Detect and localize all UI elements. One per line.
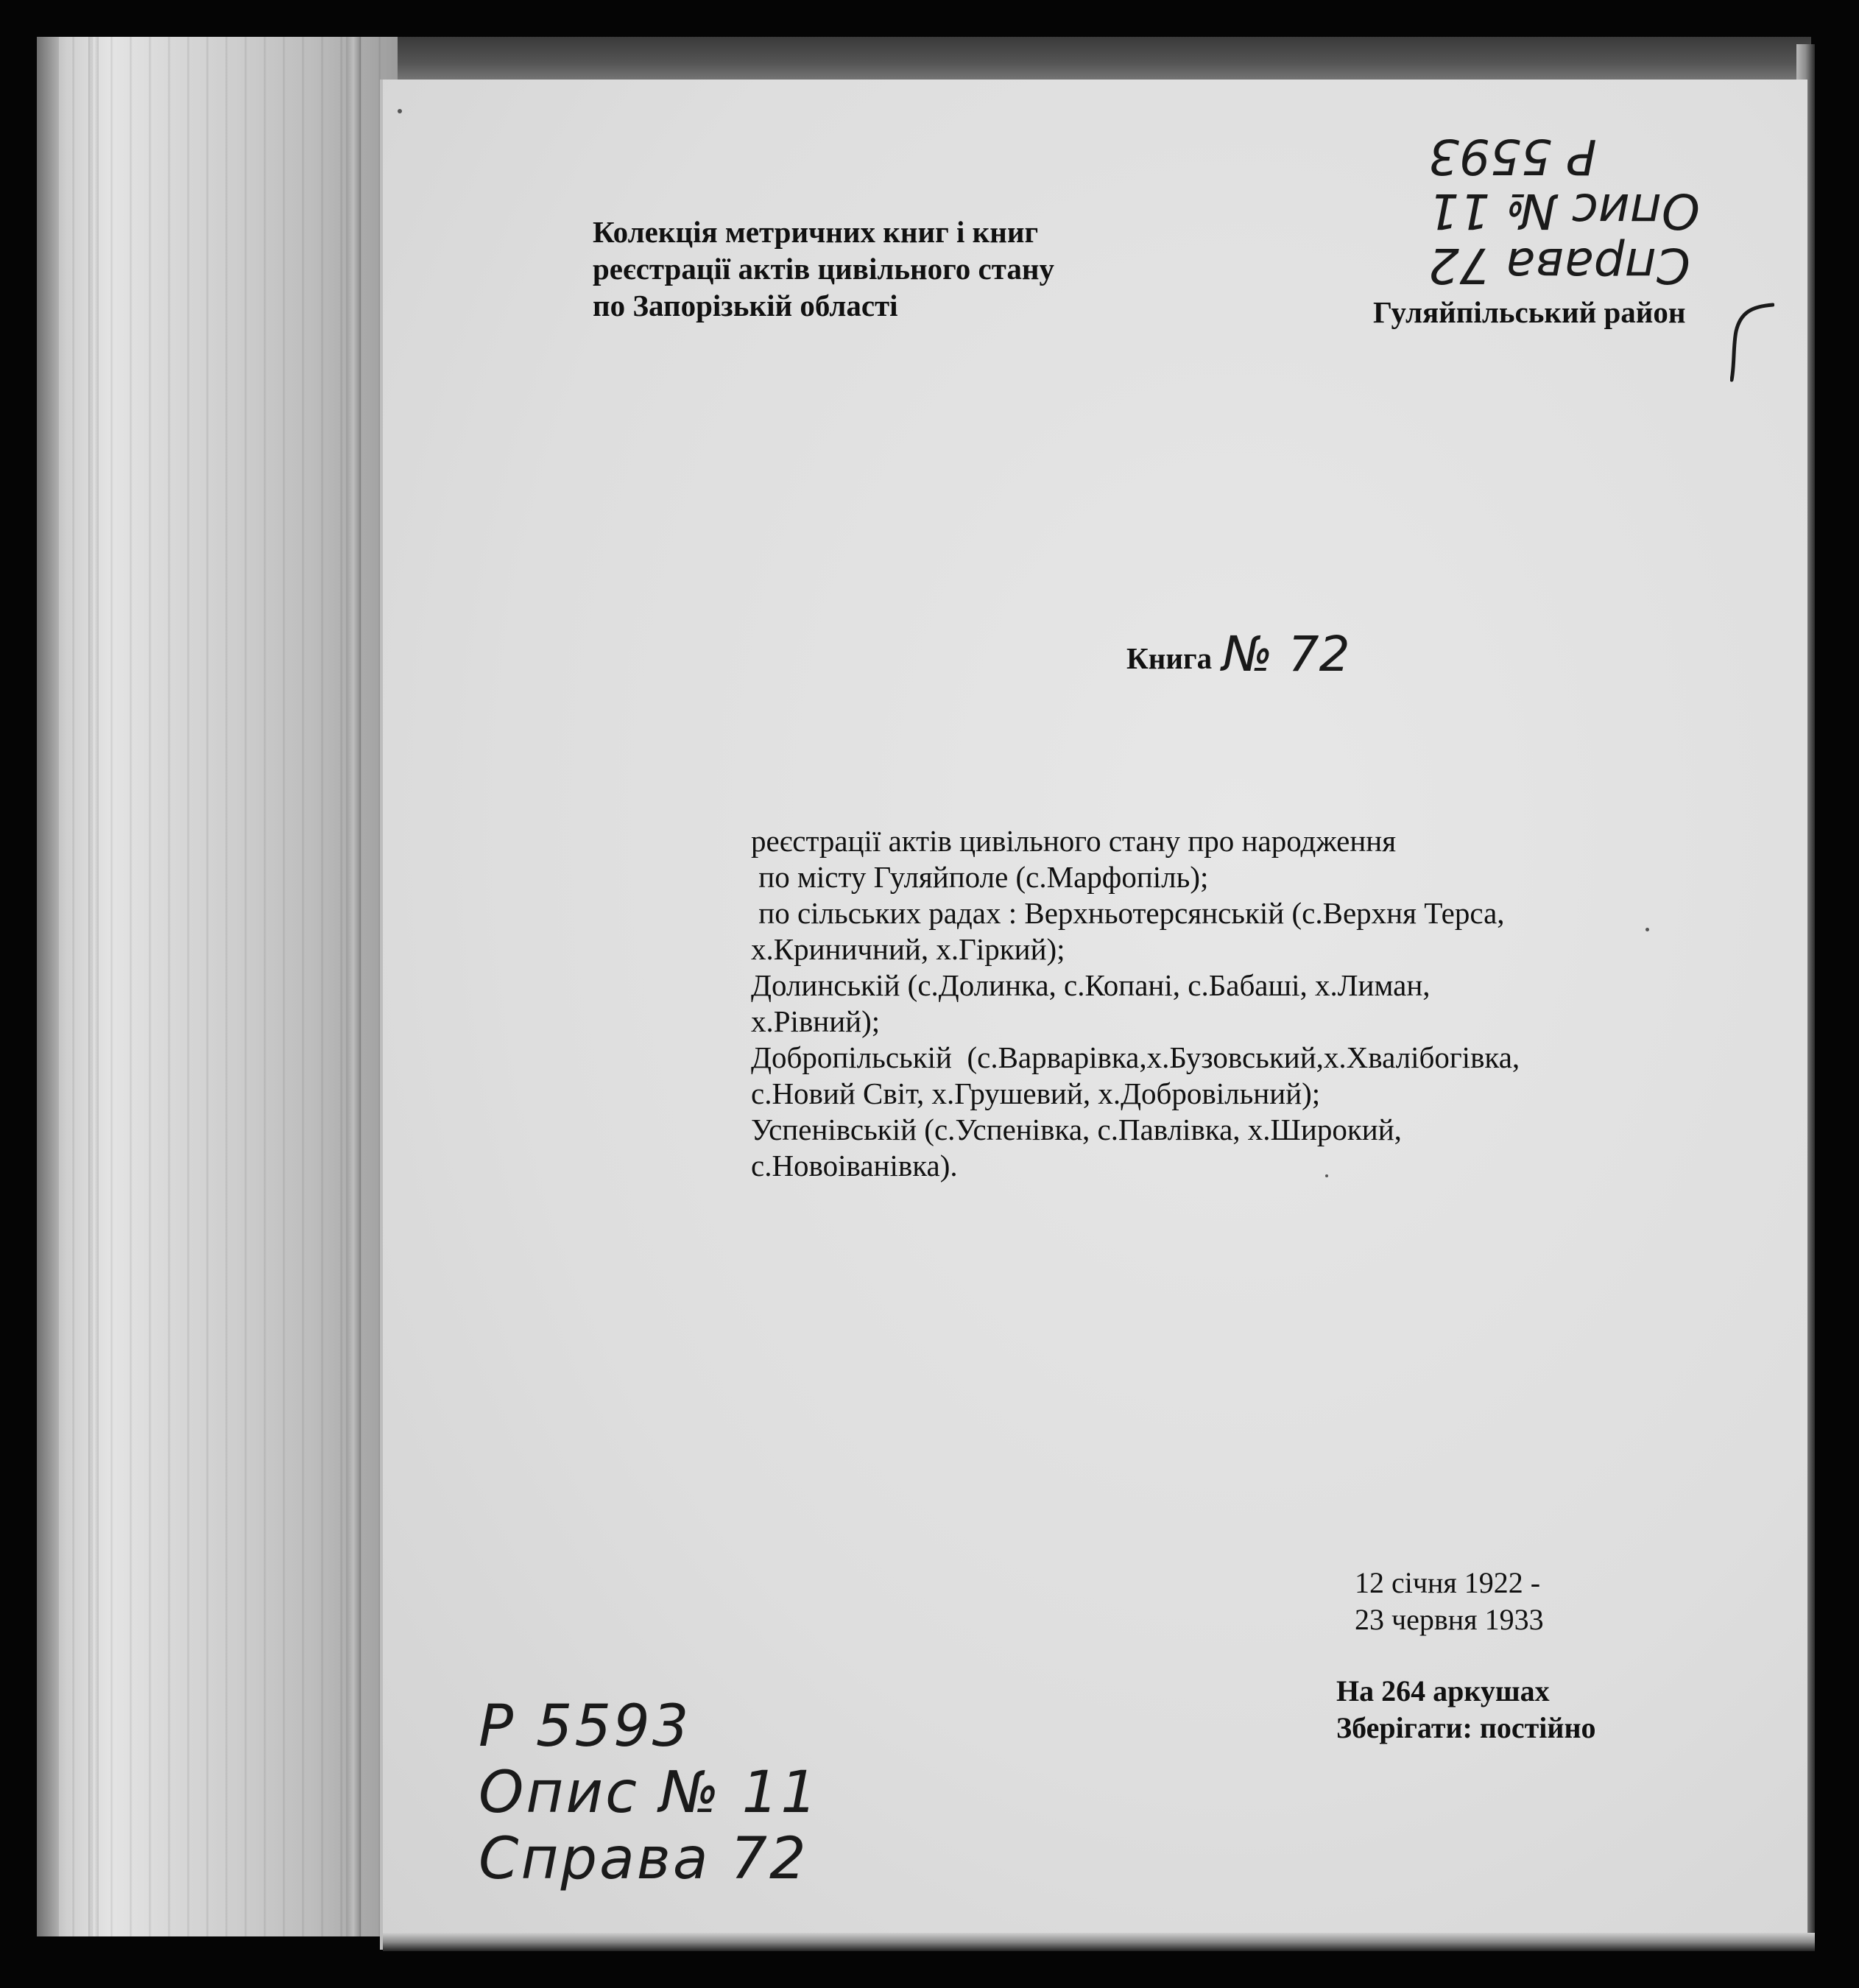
date-range (1355, 1565, 1544, 1638)
handwritten-archive-reference (479, 1693, 819, 1892)
collection-line: Колекція метричних книг і книг (593, 215, 1039, 249)
paper-speck (1645, 928, 1649, 931)
description-line: х.Криничний, х.Гіркий); (751, 932, 1065, 966)
handwritten-file: Справа 72 (479, 1826, 808, 1892)
date-start: 12 січня 1922 - (1355, 1566, 1541, 1599)
description-line: Добропільській (с.Варварівка,х.Бузовський,х.Хвалібогівка, (751, 1040, 1520, 1074)
retention-period: Зберігати: постійно (1336, 1711, 1596, 1744)
description-line: реєстрації актів цивільного стану про народження (751, 824, 1397, 858)
collection-line: по Запорізькій області (593, 289, 898, 322)
binding-edge (37, 37, 59, 1936)
book-number-handwritten: № 72 (1222, 626, 1350, 683)
description-line: по місту Гуляйполе (с.Марфопіль); (751, 860, 1209, 894)
handwritten-fund: Р 5593 (1428, 128, 1597, 185)
description-line: с.Новий Світ, х.Грушевий, х.Добровільний); (751, 1076, 1321, 1110)
book-title: Книга (1126, 641, 1213, 675)
date-end: 23 червня 1933 (1355, 1603, 1544, 1636)
handwritten-bracket-mark (1730, 302, 1774, 383)
paper-speck (1325, 1174, 1328, 1177)
top-cover-edge (398, 37, 1811, 81)
description-block (751, 823, 1520, 1184)
handwritten-inventory: Опис № 11 (479, 1760, 819, 1826)
description-line: Долинській (с.Долинка, с.Копані, с.Бабаші, х.Лиман, (751, 968, 1431, 1002)
district-label: Гуляйпільський район (1373, 295, 1686, 329)
description-line: с.Новоіванівка). (751, 1149, 958, 1182)
paper-speck (398, 109, 402, 113)
description-line: х.Рівний); (751, 1004, 881, 1038)
description-line: по сільських радах : Верхньотерсянській (с.Верхня Терса, (751, 896, 1505, 930)
sheet-count: На 264 аркушах (1336, 1674, 1550, 1707)
handwritten-inventory: Опис № 11 (1428, 183, 1700, 239)
binding-fold (88, 37, 99, 1936)
storage-info (1336, 1673, 1596, 1746)
binding-fold-inner (346, 37, 361, 1936)
handwritten-fund: Р 5593 (479, 1693, 691, 1760)
handwritten-corner-note (1428, 129, 1700, 292)
handwritten-file: Справа 72 (1428, 237, 1690, 294)
description-line: Успенівській (с.Успенівка, с.Павлівка, х.Широкий, (751, 1113, 1402, 1146)
collection-line: реєстрації актів цивільного стану (593, 252, 1054, 286)
page-bottom-edge (383, 1933, 1815, 1951)
collection-header (593, 214, 1054, 324)
